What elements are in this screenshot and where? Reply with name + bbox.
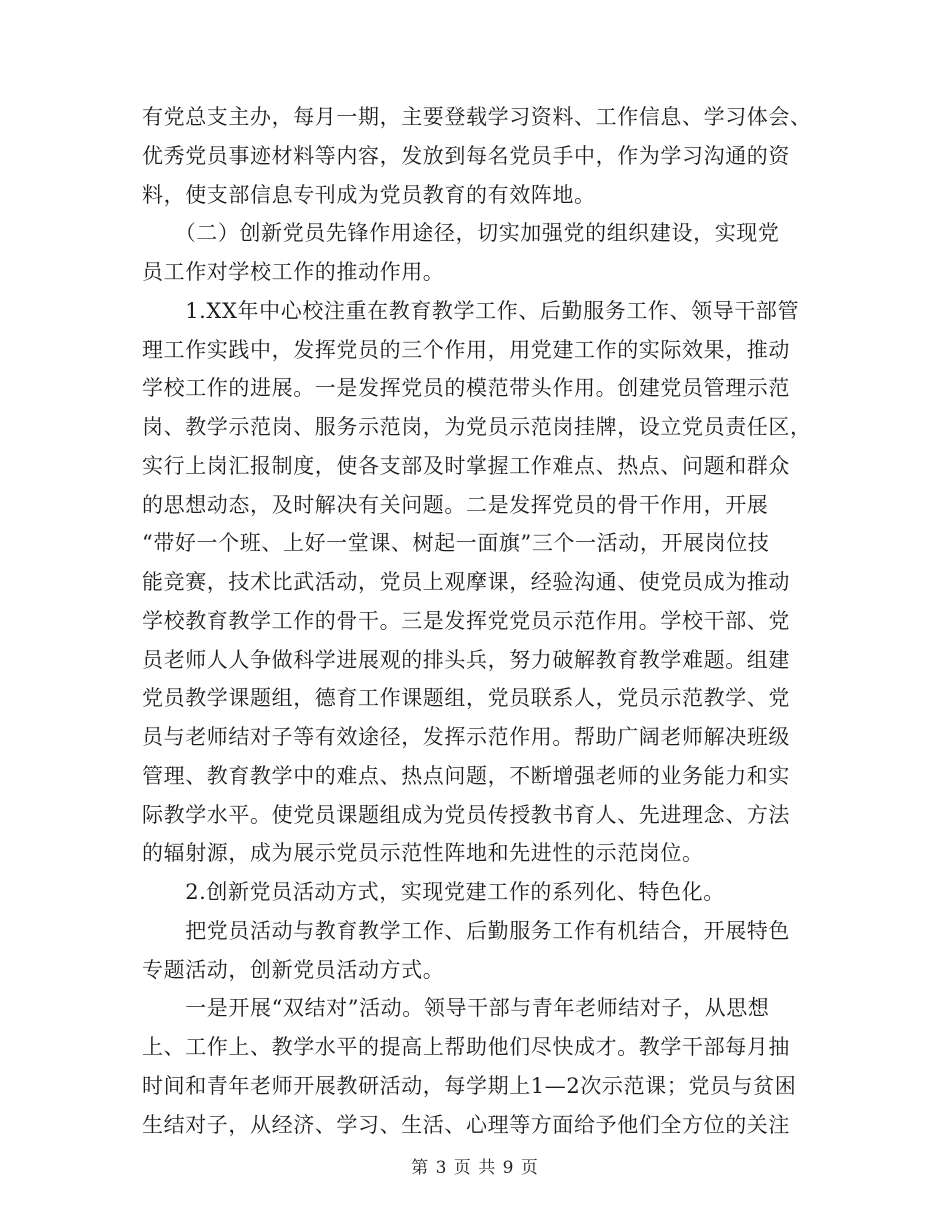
text-line: 专题活动，创新党员活动方式。 (142, 957, 445, 982)
text-line: 把党员活动与教育教学工作、后勤服务工作有机结合，开展特色 (142, 918, 790, 943)
text-line: 优秀党员事迹材料等内容，发放到每名党员手中，作为学习沟通的资 (142, 143, 790, 168)
text-line: 员老师人人争做科学进展观的排头兵，努力破解教育教学难题。组建 (142, 647, 790, 672)
text-line: 学校教育教学工作的骨干。三是发挥党党员示范作用。学校干部、党 (142, 608, 790, 633)
text-line: 理工作实践中，发挥党员的三个作用，用党建工作的实际效果，推动 (142, 337, 790, 362)
text-line: 员与老师结对子等有效途径，发挥示范作用。帮助广阔老师解决班级 (142, 725, 790, 749)
text-line: 际教学水平。使党员课题组成为党员传授教书育人、先进理念、方法 (142, 802, 790, 827)
text-line: 的辐射源，成为展示党员示范性阵地和先进性的示范岗位。 (142, 841, 704, 866)
text-line: 学校工作的进展。一是发挥党员的模范带头作用。创建党员管理示范 (142, 376, 790, 401)
text-line: 能竞赛，技术比武活动，党员上观摩课，经验沟通、使党员成为推动 (142, 570, 790, 594)
page-number-footer: 第 3 页 共 9 页 (411, 1158, 539, 1178)
text-line: 时间和青年老师开展教研活动，每学期上1—2次示范课；党员与贫困 (142, 1073, 797, 1098)
text-line: “带好一个班、上好一堂课、树起一面旗”三个一活动，开展岗位技 (142, 531, 770, 556)
text-line: 2.创新党员活动方式，实现党建工作的系列化、特色化。 (142, 880, 725, 904)
text-line: 党员教学课题组，德育工作课题组，党员联系人，党员示范教学、党 (142, 686, 790, 711)
text-line: 一是开展“双结对”活动。领导干部与青年老师结对子，从思想 (142, 996, 770, 1021)
text-line: 上、工作上、教学水平的提高上帮助他们尽快成才。教学干部每月抽 (142, 1035, 790, 1059)
text-line: 1.XX年中心校注重在教育教学工作、后勤服务工作、领导干部管 (142, 298, 800, 323)
body-text (142, 98, 814, 1144)
text-line: 岗、教学示范岗、服务示范岗，为党员示范岗挂牌，设立党员责任区， (142, 415, 812, 439)
text-line: 员工作对学校工作的推动作用。 (142, 260, 445, 284)
text-line: 的思想动态，及时解决有关问题。二是发挥党员的骨干作用，开展 (142, 492, 769, 517)
text-line: 生结对子，从经济、学习、生活、心理等方面给予他们全方位的关注 (142, 1112, 790, 1137)
text-line: 料，使支部信息专刊成为党员教育的有效阵地。 (142, 182, 596, 207)
text-line: （二）创新党员先锋作用途径，切实加强党的组织建设，实现党 (142, 221, 780, 246)
text-line: 管理、教育教学中的难点、热点问题，不断增强老师的业务能力和实 (142, 763, 790, 788)
text-line: 有党总支主办，每月一期，主要登载学习资料、工作信息、学习体会、 (142, 105, 812, 129)
text-line: 实行上岗汇报制度，使各支部及时掌握工作难点、热点、问题和群众 (142, 453, 790, 478)
